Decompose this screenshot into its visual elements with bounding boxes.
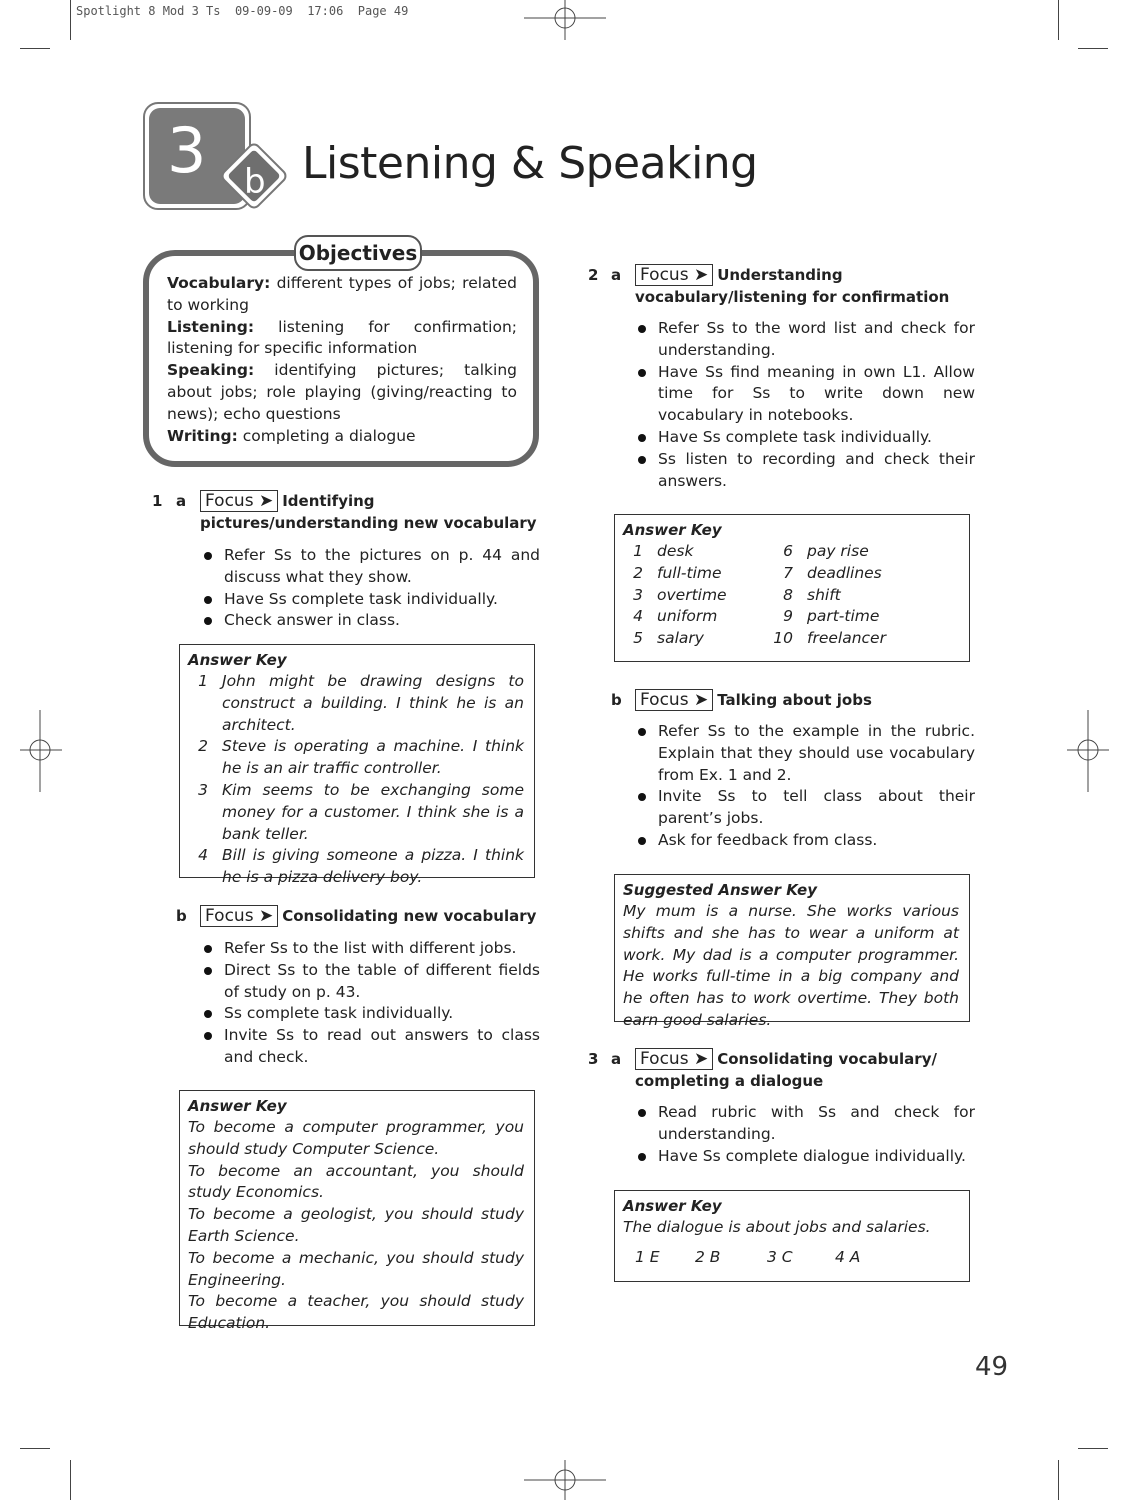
list-item: 3 Kim seems to be exchanging some money for a customer. I think she is a bank teller. xyxy=(198,780,524,843)
exercise-1a-header: 1 a Focus ➤ Identifying pictures/understanding new vocabulary xyxy=(152,491,537,532)
list-item: 4 A xyxy=(835,1247,861,1266)
list-item: Refer Ss to the list with different jobs. xyxy=(202,938,540,960)
answer-key-heading: Answer Key xyxy=(623,521,722,539)
list-item: 8 shift xyxy=(783,585,841,604)
objectives-heading: Objectives xyxy=(294,235,422,271)
list-item: 3 overtime xyxy=(633,585,727,604)
registration-mark-icon xyxy=(20,710,62,792)
answer-key-1b xyxy=(179,1090,535,1333)
list-item: Have Ss complete task individually. xyxy=(202,589,540,611)
list-item: 3 C xyxy=(767,1247,793,1266)
page-number: 49 xyxy=(975,1352,1009,1382)
list-item: Refer Ss to the word list and check for understanding. xyxy=(636,318,975,362)
list-item: To become an accountant, you should study Economics. xyxy=(188,1161,524,1202)
answer-key-text: My mum is a nurse. She works various shifts and she has to wear a uniform at work. My dad is a computer programmer. He works full-time in a big company and he often has to work overtime. They both earn good salaries. xyxy=(623,902,959,1029)
registration-mark-icon xyxy=(1067,710,1109,792)
focus-label: Focus ➤ xyxy=(200,490,278,512)
answer-key-text: The dialogue is about jobs and salaries. xyxy=(623,1218,931,1236)
list-item: 2 full-time xyxy=(633,563,722,582)
print-slug: Spotlight 8 Mod 3 Ts 09-09-09 17:06 Page 49 xyxy=(76,4,409,18)
list-item: To become a computer programmer, you should study Computer Science. xyxy=(188,1118,524,1158)
focus-label: Focus ➤ xyxy=(635,1048,713,1070)
list-item: Invite Ss to read out answers to class and check. xyxy=(202,1025,540,1069)
list-item: 10 freelancer xyxy=(773,629,886,648)
answer-key-2b xyxy=(614,874,970,1029)
registration-mark-icon xyxy=(524,0,606,40)
exercise-2a-header: 2 a Focus ➤ Understanding vocabulary/listening for confirmation xyxy=(588,265,950,306)
objective-item: Writing: completing a dialogue xyxy=(167,426,416,445)
objectives-list xyxy=(167,273,517,447)
exercise-1b-steps xyxy=(202,938,540,1069)
exercise-2a-steps xyxy=(636,318,975,492)
exercise-title: Talking about jobs xyxy=(717,691,872,709)
registration-mark-icon xyxy=(524,1460,606,1500)
list-item: 2 B xyxy=(695,1247,721,1266)
list-item: 6 pay rise xyxy=(783,542,869,560)
list-item: To become a mechanic, you should study Engineering. xyxy=(188,1248,524,1289)
list-item: 9 part-time xyxy=(783,607,880,626)
list-item: 4 uniform xyxy=(633,607,718,626)
objective-item: Listening: listening for confirmation; listening for specific information xyxy=(167,317,517,358)
answer-key-heading: Answer Key xyxy=(188,651,287,669)
focus-label: Focus ➤ xyxy=(635,264,713,286)
page-title: Listening & Speaking xyxy=(302,138,758,189)
objective-item: Speaking: identifying pictures; talking about jobs; role playing (giving/reacting to news); echo questions xyxy=(167,361,517,423)
exercise-1b-header: b Focus ➤ Consolidating new vocabulary xyxy=(176,906,537,926)
objective-item: Vocabulary: different types of jobs; related to working xyxy=(167,274,517,314)
exercise-3a-steps xyxy=(636,1102,975,1167)
exercise-title: Consolidating vocabulary/ completing a dialogue xyxy=(635,1050,937,1090)
list-item: Direct Ss to the table of different fields of study on p. 43. xyxy=(202,960,540,1004)
list-item: Check answer in class. xyxy=(202,610,540,632)
list-item: Read rubric with Ss and check for understanding. xyxy=(636,1102,975,1146)
focus-label: Focus ➤ xyxy=(635,689,713,711)
list-item: 5 salary xyxy=(633,629,704,648)
exercise-title: Understanding vocabulary/listening for confirmation xyxy=(635,266,950,306)
list-item: To become a geologist, you should study Earth Science. xyxy=(188,1205,524,1245)
unit-badge xyxy=(143,102,266,210)
answer-key-2a xyxy=(614,514,970,662)
list-item: Ss listen to recording and check their answers. xyxy=(636,449,975,493)
answer-key-heading: Answer Key xyxy=(623,1197,722,1215)
exercise-3a-header: 3 a Focus ➤ Consolidating vocabulary/ completing a dialogue xyxy=(588,1049,937,1090)
answer-key-1a xyxy=(179,644,535,887)
answer-key-heading: Answer Key xyxy=(188,1097,287,1115)
unit-letter: b xyxy=(244,162,266,202)
exercise-title: Identifying pictures/understanding new vocabulary xyxy=(200,492,537,532)
exercise-2b-header: b Focus ➤ Talking about jobs xyxy=(611,690,872,710)
exercise-title: Consolidating new vocabulary xyxy=(282,907,537,925)
list-item: 1 desk xyxy=(633,542,694,560)
list-item: 4 Bill is giving someone a pizza. I think he is a pizza delivery boy. xyxy=(198,846,524,887)
list-item: Refer Ss to the example in the rubric. Explain that they should use vocabulary from Ex. 1 and 2. xyxy=(636,721,975,786)
list-item: 7 deadlines xyxy=(783,563,882,582)
list-item: 1 John might be drawing designs to construct a building. I think he is an architect. xyxy=(198,672,524,734)
focus-label: Focus ➤ xyxy=(200,905,278,927)
exercise-1a-steps xyxy=(202,545,540,632)
exercise-2b-steps xyxy=(636,721,975,852)
list-item: Invite Ss to tell class about their parent’s jobs. xyxy=(636,786,975,830)
list-item: Have Ss complete task individually. xyxy=(636,427,975,449)
answer-key-heading: Suggested Answer Key xyxy=(623,881,817,899)
list-item: 2 Steve is operating a machine. I think he is an air traffic controller. xyxy=(198,737,524,778)
list-item: To become a teacher, you should study Education. xyxy=(188,1292,524,1333)
list-item: Ss complete task individually. xyxy=(202,1003,540,1025)
list-item: Have Ss find meaning in own L1. Allow time for Ss to write down new vocabulary in notebooks. xyxy=(636,362,975,427)
list-item: 1 E xyxy=(635,1247,660,1266)
list-item: Refer Ss to the pictures on p. 44 and discuss what they show. xyxy=(202,545,540,589)
answer-key-3a xyxy=(614,1190,970,1282)
unit-number: 3 xyxy=(167,114,207,187)
list-item: Have Ss complete dialogue individually. xyxy=(636,1146,975,1168)
list-item: Ask for feedback from class. xyxy=(636,830,975,852)
